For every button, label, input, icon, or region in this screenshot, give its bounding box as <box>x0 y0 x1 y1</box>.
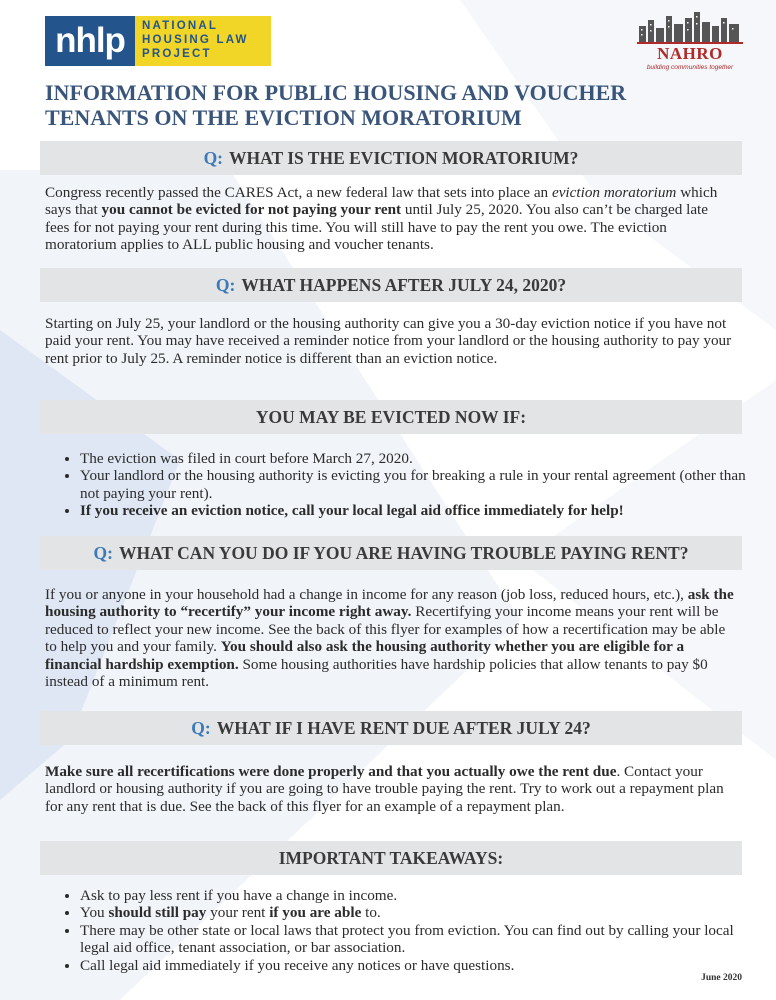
text-run: . Contact your landlord or housing authority if you are going to have trouble paying the rent. Try to work out a repayment plan for any rent that is due. See the back of this flyer for an example of a repayment plan. <box>45 763 724 815</box>
nahro-logo <box>637 12 743 72</box>
bold-run: Make sure all recertifications were done properly and that you actually owe the rent due <box>45 763 617 780</box>
section-heading-text: WHAT HAPPENS AFTER JULY 24, 2020? <box>241 274 567 295</box>
question-marker: Q: <box>93 542 113 563</box>
list-item <box>80 502 755 519</box>
nahro-tagline: building communities together <box>646 64 734 71</box>
after-july-24-paragraph: Starting on July 25, your landlord or the housing authority can give you a 30-day eviction notice if you have not paid your rent. You may have received a reminder notice from your landlord or the housing authority to pay your rent prior to July 25. A reminder notice is different than an eviction notice. <box>45 315 732 367</box>
text-run: If you or anyone in your household had a change in income for any reason (job loss, reduced hours, etc.), <box>45 586 688 603</box>
text-run: to. <box>361 904 381 922</box>
list-item: • The eviction was filed in court before March 27, 2020. <box>80 450 755 467</box>
bold-run: should still pay <box>108 904 207 922</box>
section-heading-text: WHAT IS THE EVICTION MORATORIUM? <box>229 147 579 168</box>
nhlp-logo <box>45 16 271 66</box>
page-title-line-1: INFORMATION FOR PUBLIC HOUSING AND VOUCHER <box>45 80 627 105</box>
text-run: which says that <box>45 184 718 219</box>
text-run: Congress recently passed the CARES Act, a new federal law that sets into place an <box>45 184 552 201</box>
text-run: until July 25, 2020. You also can’t be charged late fees for not paying your rent during this time. You will still have to pay the rent you owe. The eviction moratorium applies to ALL public housing and voucher tenants. <box>45 201 709 254</box>
section-heading-trouble-paying <box>40 536 742 570</box>
section-heading-takeaways <box>40 841 742 875</box>
text-run: You <box>80 904 109 922</box>
bold-run: you cannot be evicted for not paying your rent <box>101 201 402 219</box>
nhlp-name-line-1: NATIONAL <box>142 20 219 32</box>
list-item: • Your landlord or the housing authority is evicting you for breaking a rule in your rental agreement (other than not paying your rent). <box>80 467 755 502</box>
trouble-paying-paragraph <box>45 586 735 690</box>
takeaways-list <box>62 887 755 974</box>
section-heading-rent-due <box>40 711 742 745</box>
section-heading-text: IMPORTANT TAKEAWAYS: <box>278 847 504 868</box>
text-run: your rent <box>206 904 270 922</box>
nhlp-logo-mark: nhlp <box>45 16 135 66</box>
bold-run: If you receive an eviction notice, call your local legal aid office immediately for help! <box>80 502 624 520</box>
section-heading-evicted-now <box>40 400 742 434</box>
bold-run: You should also ask the housing authority whether you are eligible for a financial hardship exemption. <box>45 638 685 673</box>
page-title <box>45 80 725 130</box>
list-item: • Ask to pay less rent if you have a change in income. <box>80 887 755 904</box>
footer-date: June 2020 <box>701 973 742 983</box>
bold-run: if you are able <box>269 904 362 922</box>
section-heading-moratorium <box>40 141 742 175</box>
section-heading-text: WHAT CAN YOU DO IF YOU ARE HAVING TROUBLE PAYING RENT? <box>118 542 689 563</box>
text-run: Recertifying your income means your rent will be reduced to reflect your new income. See the back of this flyer for examples of how a recertification may be able to help you and your family. <box>45 603 726 656</box>
list-item <box>80 904 755 921</box>
text-run: Some housing authorities have hardship policies that allow tenants to pay $0 instead of a minimum rent. <box>45 655 708 691</box>
question-marker: Q: <box>203 147 224 168</box>
question-marker: Q: <box>191 717 211 738</box>
nahro-wordmark: NAHRO <box>657 44 723 63</box>
evicted-now-list <box>62 450 755 520</box>
bold-run: ask the housing authority to “recertify” your income right away. <box>45 586 734 621</box>
rent-due-paragraph <box>45 763 735 815</box>
moratorium-paragraph <box>45 184 735 254</box>
italic-run: eviction moratorium <box>551 184 677 201</box>
nhlp-name-line-3: PROJECT <box>142 48 212 60</box>
section-heading-text: WHAT IF I HAVE RENT DUE AFTER JULY 24? <box>216 717 591 738</box>
section-heading-text: YOU MAY BE EVICTED NOW IF: <box>255 406 527 427</box>
city-skyline-icon <box>637 12 743 44</box>
page-title-line-2: TENANTS ON THE EVICTION MORATORIUM <box>45 105 522 130</box>
question-marker: Q: <box>215 274 236 295</box>
section-heading-after-july-24 <box>40 268 742 302</box>
list-item: • There may be other state or local laws that protect you from eviction. You can find out by calling your local legal aid office, tenant association, or bar association. <box>80 922 755 957</box>
nhlp-name-line-2: HOUSING LAW <box>142 34 249 46</box>
list-item: • Call legal aid immediately if you receive any notices or have questions. <box>80 957 755 974</box>
nhlp-logo-name <box>135 16 271 66</box>
